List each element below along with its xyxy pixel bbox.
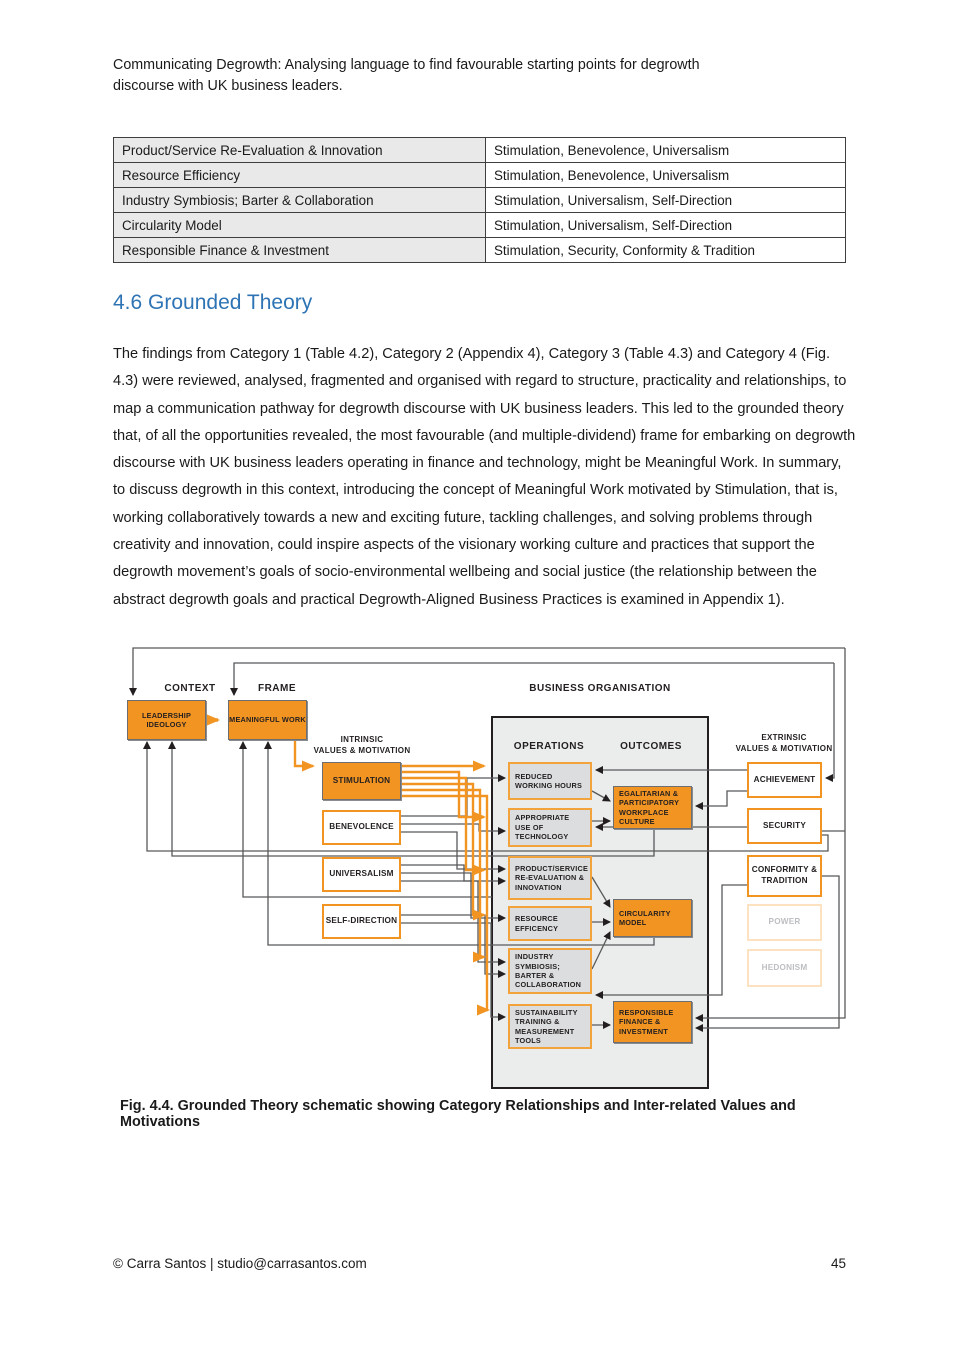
outcomes-label: OUTCOMES (620, 741, 682, 752)
footer-contact: © Carra Santos | studio@carrasantos.com (113, 1256, 367, 1271)
page-number: 45 (830, 1256, 846, 1271)
resource-efficiency-box: RESOURCE EFFICENCY (508, 906, 592, 941)
table-row (114, 163, 846, 188)
security-box: SECURITY (747, 808, 822, 844)
practice-cell: Responsible Finance & Investment (114, 238, 486, 263)
section-heading: 4.6 Grounded Theory (113, 291, 313, 314)
self-direction-box: SELF-DIRECTION (322, 904, 401, 939)
universalism-box: UNIVERSALISM (322, 857, 401, 892)
circularity-model-box: CIRCULARITY MODEL (613, 899, 692, 937)
running-header: Communicating Degrowth: Analysing language to find favourable starting points for degrowth discourse with UK business leaders. (113, 57, 700, 94)
practice-cell: Resource Efficiency (114, 163, 486, 188)
benevolence-box: BENEVOLENCE (322, 810, 401, 845)
frame-label: FRAME (257, 683, 297, 694)
power-box: POWER (747, 904, 822, 941)
sustainability-training-box: SUSTAINABILITY TRAINING & MEASUREMENT TOOLS (508, 1004, 592, 1049)
figure-caption: Fig. 4.4. Grounded Theory schematic showing Category Relationships and Inter-related Values and Motivations (120, 1098, 796, 1130)
table-row (114, 188, 846, 213)
meaningful-work-box: MEANINGFUL WORK (228, 700, 307, 740)
product-service-box: PRODUCT/SERVICE RE-EVALUATION & INNOVATION (508, 856, 592, 900)
practice-cell: Industry Symbiosis; Barter & Collaboration (114, 188, 486, 213)
industry-symbiosis-box: INDUSTRY SYMBIOSIS; BARTER & COLLABORATION (508, 948, 592, 994)
values-cell: Stimulation, Benevolence, Universalism (486, 138, 846, 163)
intrinsic-values-label: INTRINSIC VALUES & MOTIVATION (313, 735, 411, 755)
grounded-theory-diagram (127, 645, 853, 1097)
values-cell: Stimulation, Universalism, Self-Direction (486, 213, 846, 238)
stimulation-box: STIMULATION (322, 762, 401, 800)
values-cell: Stimulation, Security, Conformity & Tradition (486, 238, 846, 263)
appropriate-technology-box: APPROPRIATE USE OF TECHNOLOGY (508, 808, 592, 847)
table-row (114, 238, 846, 263)
conformity-tradition-box: CONFORMITY & TRADITION (747, 855, 822, 897)
reduced-working-hours-box: REDUCED WORKING HOURS (508, 762, 592, 800)
operations-label: OPERATIONS (513, 741, 585, 752)
leadership-ideology-box: LEADERSHIP IDEOLOGY (127, 700, 206, 740)
values-cell: Stimulation, Universalism, Self-Direction (486, 188, 846, 213)
achievement-box: ACHIEVEMENT (747, 762, 822, 798)
table-row (114, 138, 846, 163)
practice-cell: Product/Service Re-Evaluation & Innovation (114, 138, 486, 163)
practice-cell: Circularity Model (114, 213, 486, 238)
body-paragraph: The findings from Category 1 (Table 4.2), Category 2 (Appendix 4), Category 3 (Table 4.3) and Category 4 (Fig. 4.3) were reviewed, analysed, fragmented and organised with regard to structure, practicality and relationships, to map a communication pathway for degrowth discourse with UK business leaders. This led to the grounded theory that, of all the opportunities revealed, the most favourable (and multiple-dividend) frame for embarking on degrowth discourse with UK business leaders operating in finance and technology, might be Meaningful Work. In summary, to discuss degrowth in this context, introducing the concept of Meaningful Work motivated by Stimulation, that is, working collaboratively towards a new and exciting future, tackling challenges, and solving problems through creativity and innovation, could inspire aspects of the visionary working culture and practices that support the degrowth movement’s goals of socio-environmental wellbeing and social justice (the relationship between the abstract degrowth goals and practical Degrowth-Aligned Business Practices is examined in Appendix 1). (113, 346, 856, 608)
business-organisation-label: BUSINESS ORGANISATION (529, 683, 671, 694)
responsible-finance-box: RESPONSIBLE FINANCE & INVESTMENT (613, 1001, 692, 1043)
table-row (114, 213, 846, 238)
extrinsic-values-label: EXTRINSIC VALUES & MOTIVATION (735, 733, 833, 753)
egalitarian-culture-box: EGALITARIAN & PARTICIPATORY WORKPLACE CULTURE (613, 786, 692, 829)
values-cell: Stimulation, Benevolence, Universalism (486, 163, 846, 188)
practices-values-table (113, 137, 846, 263)
hedonism-box: HEDONISM (747, 949, 822, 987)
context-label: CONTEXT (164, 683, 216, 694)
